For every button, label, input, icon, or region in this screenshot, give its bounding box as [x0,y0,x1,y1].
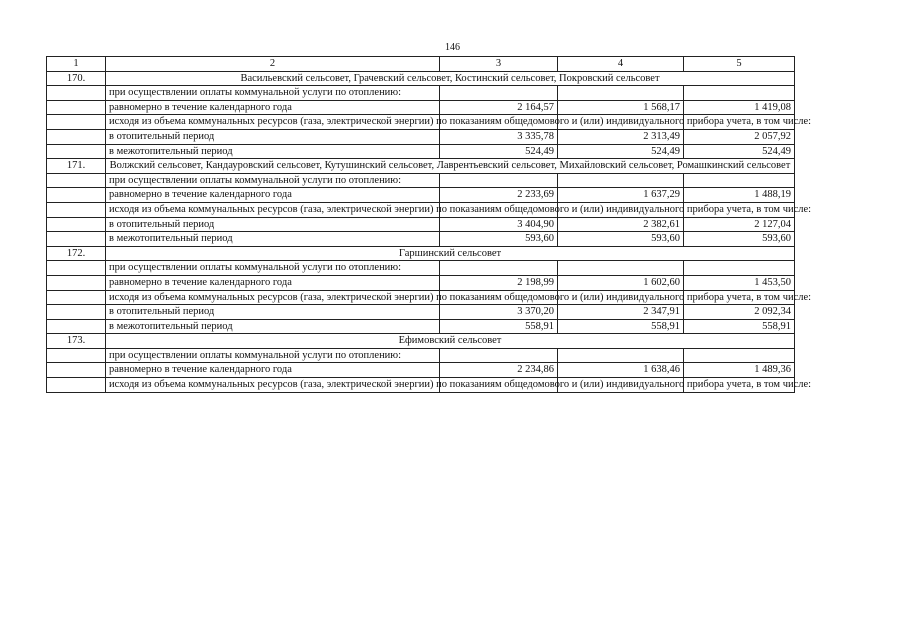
group-header-row [47,71,795,86]
group-number: 171. [47,159,106,174]
row-description: при осуществлении оплаты коммунальной услуги по отоплению: [106,261,440,276]
group-number: 173. [47,334,106,349]
table-row [47,173,795,188]
table-row [47,348,795,363]
tariff-value: 1 489,36 [684,363,795,378]
row-number-cell [47,100,106,115]
row-number-cell [47,319,106,334]
tariff-value [684,86,795,101]
column-header: 3 [440,57,558,72]
row-number-cell [47,305,106,320]
tariff-value: 524,49 [684,144,795,159]
tariff-value [440,348,558,363]
tariff-value [558,86,684,101]
tariff-value: 524,49 [558,144,684,159]
tariff-value: 1 488,19 [684,188,795,203]
row-description: равномерно в течение календарного года [106,275,440,290]
row-number-cell [47,275,106,290]
row-description: исходя из объема коммунальных ресурсов (газа, электрической энергии) по показаниям общедомового и (или) индивидуального прибора учета, в том числе: [106,202,440,217]
tariff-value [440,261,558,276]
tariff-value: 3 404,90 [440,217,558,232]
row-number-cell [47,173,106,188]
tariff-value: 558,91 [558,319,684,334]
row-description: равномерно в течение календарного года [106,188,440,203]
tariff-value: 2 198,99 [440,275,558,290]
row-number-cell [47,363,106,378]
group-title: Гаршинский сельсовет [106,246,795,261]
row-description: при осуществлении оплаты коммунальной услуги по отоплению: [106,348,440,363]
table-row [47,305,795,320]
tariff-value: 2 057,92 [684,129,795,144]
column-number-row [47,57,795,72]
row-description: в отопительный период [106,217,440,232]
table-row [47,86,795,101]
tariff-value [684,173,795,188]
row-number-cell [47,86,106,101]
group-number: 172. [47,246,106,261]
tariff-value: 3 370,20 [440,305,558,320]
tariff-value: 593,60 [558,232,684,247]
row-description: равномерно в течение календарного года [106,363,440,378]
row-description: в межотопительный период [106,319,440,334]
page-number: 146 [445,42,460,53]
tariff-value [558,261,684,276]
row-description: исходя из объема коммунальных ресурсов (газа, электрической энергии) по показаниям общедомового и (или) индивидуального прибора учета, в том числе: [106,115,440,130]
tariff-value: 2 233,69 [440,188,558,203]
tariff-value: 524,49 [440,144,558,159]
column-header: 2 [106,57,440,72]
row-description: в отопительный период [106,305,440,320]
row-description: исходя из объема коммунальных ресурсов (газа, электрической энергии) по показаниям общедомового и (или) индивидуального прибора учета, в том числе: [106,290,440,305]
table-row [47,363,795,378]
tariff-value: 558,91 [684,319,795,334]
table-row [47,232,795,247]
tariff-value [558,173,684,188]
tariff-value: 1 568,17 [558,100,684,115]
row-description: при осуществлении оплаты коммунальной услуги по отоплению: [106,173,440,188]
tariff-value: 2 382,61 [558,217,684,232]
row-description: при осуществлении оплаты коммунальной услуги по отоплению: [106,86,440,101]
tariff-value: 2 127,04 [684,217,795,232]
row-number-cell [47,232,106,247]
table-row [47,275,795,290]
tariff-value [440,86,558,101]
table-row [47,319,795,334]
row-description: исходя из объема коммунальных ресурсов (газа, электрической энергии) по показаниям общедомового и (или) индивидуального прибора учета, в том числе: [106,378,440,393]
row-number-cell [47,202,106,217]
tariff-value: 593,60 [440,232,558,247]
tariff-value: 1 637,29 [558,188,684,203]
table-row [47,188,795,203]
table-row [47,100,795,115]
tariff-value: 593,60 [684,232,795,247]
row-description: в межотопительный период [106,232,440,247]
column-header: 4 [558,57,684,72]
table-row [47,217,795,232]
table-row [47,129,795,144]
row-number-cell [47,188,106,203]
table-row [47,202,795,217]
row-number-cell [47,348,106,363]
table-row [47,115,795,130]
group-title: Васильевский сельсовет, Грачевский сельсовет, Костинский сельсовет, Покровский сельсовет [106,71,795,86]
table-row [47,261,795,276]
table-row [47,290,795,305]
row-description: в отопительный период [106,129,440,144]
tariff-table [46,56,812,393]
column-header: 5 [684,57,795,72]
tariff-value: 1 638,46 [558,363,684,378]
tariff-value: 1 453,50 [684,275,795,290]
table-row [47,378,795,393]
tariff-value [440,173,558,188]
tariff-value: 2 092,34 [684,305,795,320]
row-number-cell [47,290,106,305]
row-number-cell [47,378,106,393]
tariff-value: 2 234,86 [440,363,558,378]
group-header-row [47,159,795,174]
tariff-value: 2 347,91 [558,305,684,320]
tariff-value: 558,91 [440,319,558,334]
tariff-value: 3 335,78 [440,129,558,144]
group-header-row [47,246,795,261]
group-title: Ефимовский сельсовет [106,334,795,349]
row-number-cell [47,144,106,159]
row-number-cell [47,217,106,232]
row-number-cell [47,261,106,276]
tariff-value [684,348,795,363]
row-description: равномерно в течение календарного года [106,100,440,115]
tariff-value: 1 602,60 [558,275,684,290]
tariff-value: 2 313,49 [558,129,684,144]
group-number: 170. [47,71,106,86]
row-number-cell [47,129,106,144]
tariff-value [558,348,684,363]
table-row [47,144,795,159]
tariff-value [684,261,795,276]
tariff-value: 2 164,57 [440,100,558,115]
row-number-cell [47,115,106,130]
group-header-row [47,334,795,349]
group-title: Волжский сельсовет, Кандауровский сельсовет, Кутушинский сельсовет, Лаврентьевский сельсовет, Михайловский сельсовет, Ромашкинский сельсовет [106,159,795,174]
row-description: в межотопительный период [106,144,440,159]
column-header: 1 [47,57,106,72]
tariff-value: 1 419,08 [684,100,795,115]
